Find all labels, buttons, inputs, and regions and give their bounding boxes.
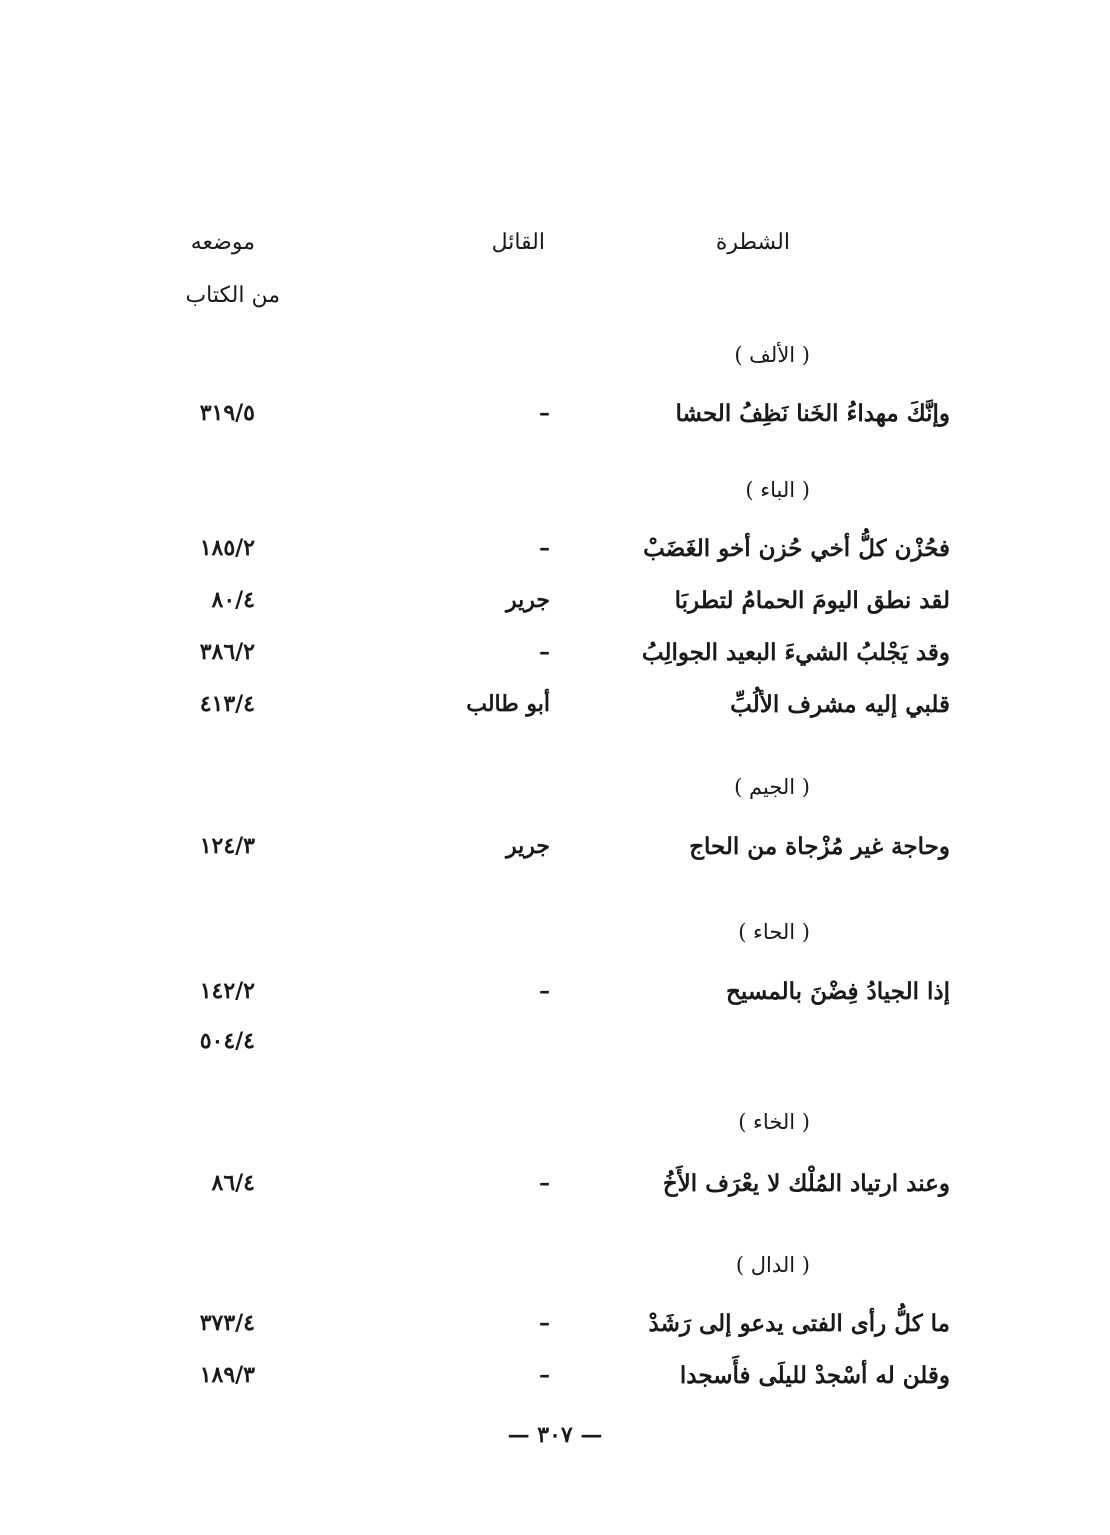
section-title: ( الجيم ) <box>734 775 810 799</box>
index-row <box>0 639 1110 679</box>
index-row <box>0 400 1110 440</box>
header-location-sub: من الكتاب <box>185 283 280 308</box>
location-ref: ١٨٩/٣ <box>199 1362 255 1388</box>
header-verse: الشطرة <box>715 230 790 255</box>
location-ref: ٤١٣/٤ <box>199 691 255 717</box>
verse-text: وإنَّكَ مهداءُ الخَنا نَظِفُ الحشا <box>675 400 950 427</box>
index-row <box>0 1310 1110 1350</box>
index-row <box>0 978 1110 1054</box>
verse-text: قلبي إليه مشرف الألُبِّ <box>730 691 950 718</box>
section-title: ( الباء ) <box>745 478 810 502</box>
index-row <box>0 1362 1110 1402</box>
index-row <box>0 535 1110 575</box>
poet-name: – <box>539 1362 550 1388</box>
verse-text: إذا الجيادُ فِضْنَ بالمسيح <box>726 978 950 1005</box>
index-row <box>0 691 1110 731</box>
location-ref: ١٨٥/٢ <box>199 535 255 561</box>
section-title: ( الألف ) <box>734 343 810 367</box>
header-location: موضعه <box>190 230 255 255</box>
location-ref: ٣٧٣/٤ <box>199 1310 255 1336</box>
poet-name: – <box>539 400 550 426</box>
verse-text: لقد نطق اليومَ الحمامُ لتطربَا <box>674 587 950 614</box>
index-row <box>0 833 1110 873</box>
location-ref: ٨٦/٤ <box>211 1170 255 1196</box>
location-ref: ٣٨٦/٢ <box>199 639 255 665</box>
section-title: ( الدال ) <box>735 1253 810 1277</box>
section-title: ( الحاء ) <box>738 920 810 944</box>
poet-name: – <box>539 639 550 665</box>
header-poet: القائل <box>491 230 545 255</box>
location-ref: ٥٠٤/٤ <box>199 1028 255 1054</box>
verse-text: وقد يَجْلبُ الشيءَ البعيد الجوالِبُ <box>641 639 950 666</box>
poet-name: أبو طالب <box>466 691 550 717</box>
location-ref: ١٤٢/٢ <box>199 978 255 1004</box>
poet-name: – <box>539 535 550 561</box>
location-ref: ٨٠/٤ <box>211 587 255 613</box>
verse-text: وعند ارتياد المُلْك لا يعْرَف الأَخُ <box>662 1170 950 1197</box>
poet-name: جرير <box>506 833 550 859</box>
section-title: ( الخاء ) <box>738 1110 810 1134</box>
verse-text: ما كلُّ رأى الفتى يدعو إلى رَشَدْ <box>648 1310 950 1337</box>
poet-name: – <box>539 1170 550 1196</box>
location-ref: ٣١٩/٥ <box>199 400 255 426</box>
index-row <box>0 1170 1110 1210</box>
poet-name: – <box>539 978 550 1004</box>
page-number: — ٣٠٧ — <box>507 1422 603 1448</box>
location-ref: ١٢٤/٣ <box>199 833 255 859</box>
poet-name: – <box>539 1310 550 1336</box>
poet-name: جرير <box>506 587 550 613</box>
verse-text: وقلن له أسْجدْ لليلَى فأَسجدا <box>679 1362 950 1389</box>
index-row <box>0 587 1110 627</box>
verse-text: وحاجة غير مُزْجاة من الحاج <box>689 833 950 860</box>
verse-text: فحُزْن كلُّ أخي حُزن أخو الغَضَبْ <box>643 535 950 562</box>
